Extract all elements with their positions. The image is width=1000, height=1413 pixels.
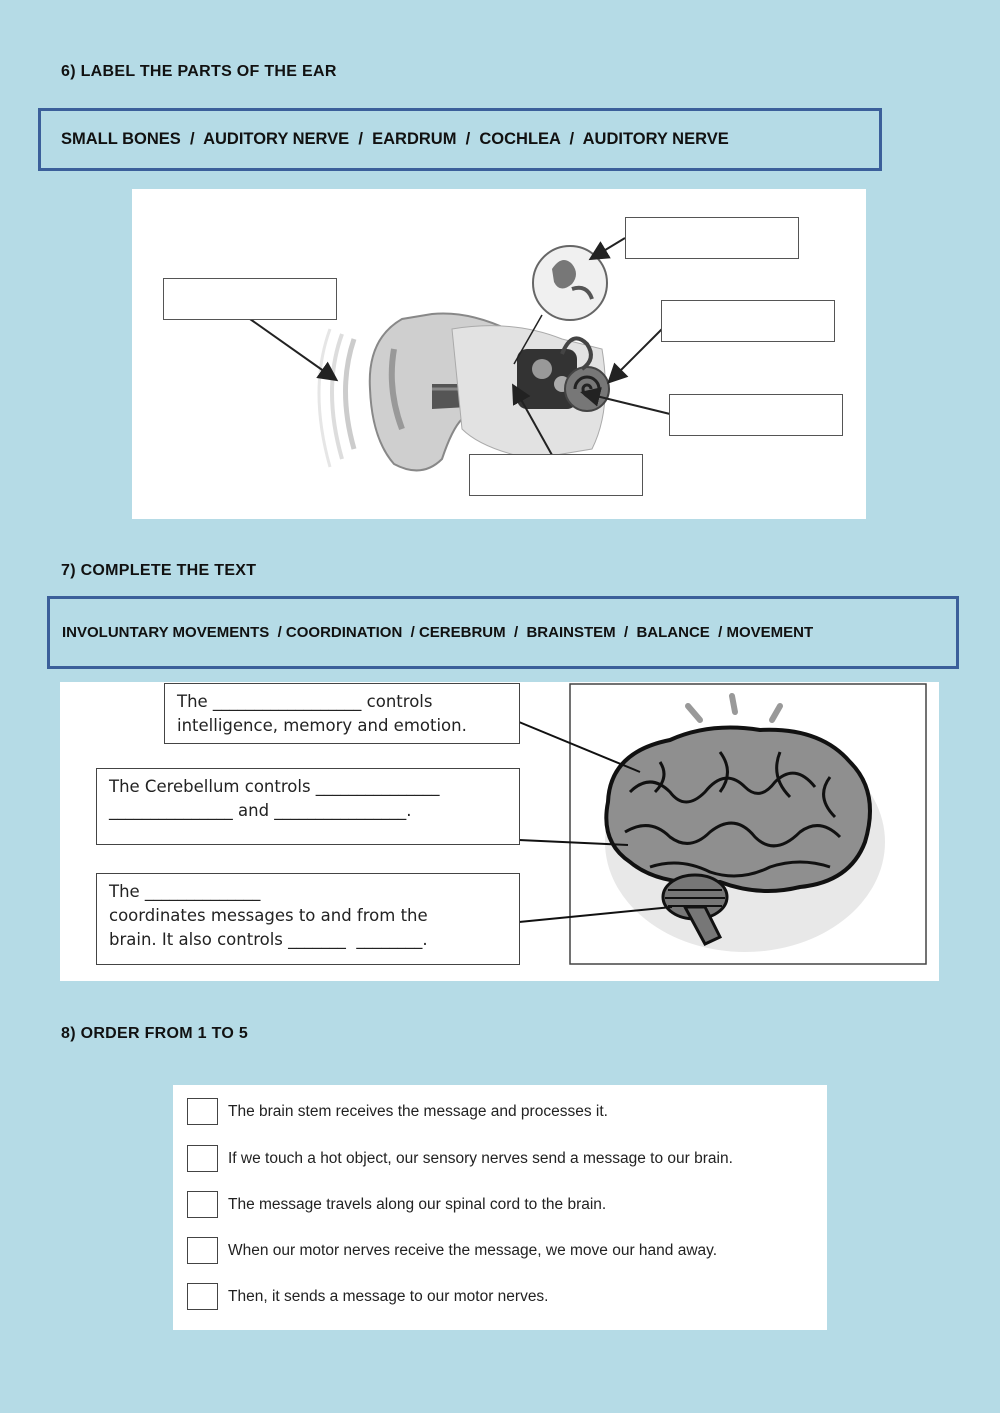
- order-item-text: The message travels along our spinal cord to the brain.: [228, 1195, 607, 1213]
- order-item-text: If we touch a hot object, our sensory nerves send a message to our brain.: [228, 1149, 733, 1167]
- order-checkbox-2[interactable]: [187, 1145, 218, 1172]
- order-item-3: [187, 1191, 606, 1218]
- order-item-4: [187, 1237, 717, 1264]
- section-7-heading: 7) COMPLETE THE TEXT: [61, 562, 257, 579]
- order-checkbox-3[interactable]: [187, 1191, 218, 1218]
- ear-label-box-2[interactable]: [625, 217, 799, 259]
- cerebellum-text-box[interactable]: The Cerebellum controls _______________ _______________ and ________________.: [96, 768, 520, 845]
- ear-diagram: [132, 189, 866, 519]
- order-checkbox-1[interactable]: [187, 1098, 218, 1125]
- ear-label-box-3[interactable]: [661, 300, 835, 342]
- order-item-1: [187, 1098, 608, 1125]
- section-6-heading: 6) LABEL THE PARTS OF THE EAR: [61, 63, 337, 80]
- order-list: [173, 1085, 827, 1330]
- ear-label-box-5[interactable]: [469, 454, 643, 496]
- brain-word-bank: INVOLUNTARY MOVEMENTS / COORDINATION / CEREBRUM / BRAINSTEM / BALANCE / MOVEMENT: [47, 596, 959, 669]
- order-item-5: [187, 1283, 549, 1310]
- order-item-text: Then, it sends a message to our motor nerves.: [228, 1287, 549, 1305]
- brainstem-text-box[interactable]: The ______________ coordinates messages to and from the brain. It also controls _______ ________.: [96, 873, 520, 965]
- order-checkbox-5[interactable]: [187, 1283, 218, 1310]
- ear-word-bank: SMALL BONES / AUDITORY NERVE / EARDRUM / COCHLEA / AUDITORY NERVE: [38, 108, 882, 171]
- ear-label-box-4[interactable]: [669, 394, 843, 436]
- order-item-text: The brain stem receives the message and processes it.: [228, 1102, 608, 1120]
- order-checkbox-4[interactable]: [187, 1237, 218, 1264]
- cerebrum-text-box[interactable]: The __________________ controls intelligence, memory and emotion.: [164, 683, 520, 744]
- order-item-text: When our motor nerves receive the message, we move our hand away.: [228, 1241, 718, 1259]
- brain-diagram: [60, 682, 939, 981]
- section-8-heading: 8) ORDER FROM 1 TO 5: [61, 1025, 249, 1042]
- order-item-2: [187, 1145, 733, 1172]
- ear-label-box-1[interactable]: [163, 278, 337, 320]
